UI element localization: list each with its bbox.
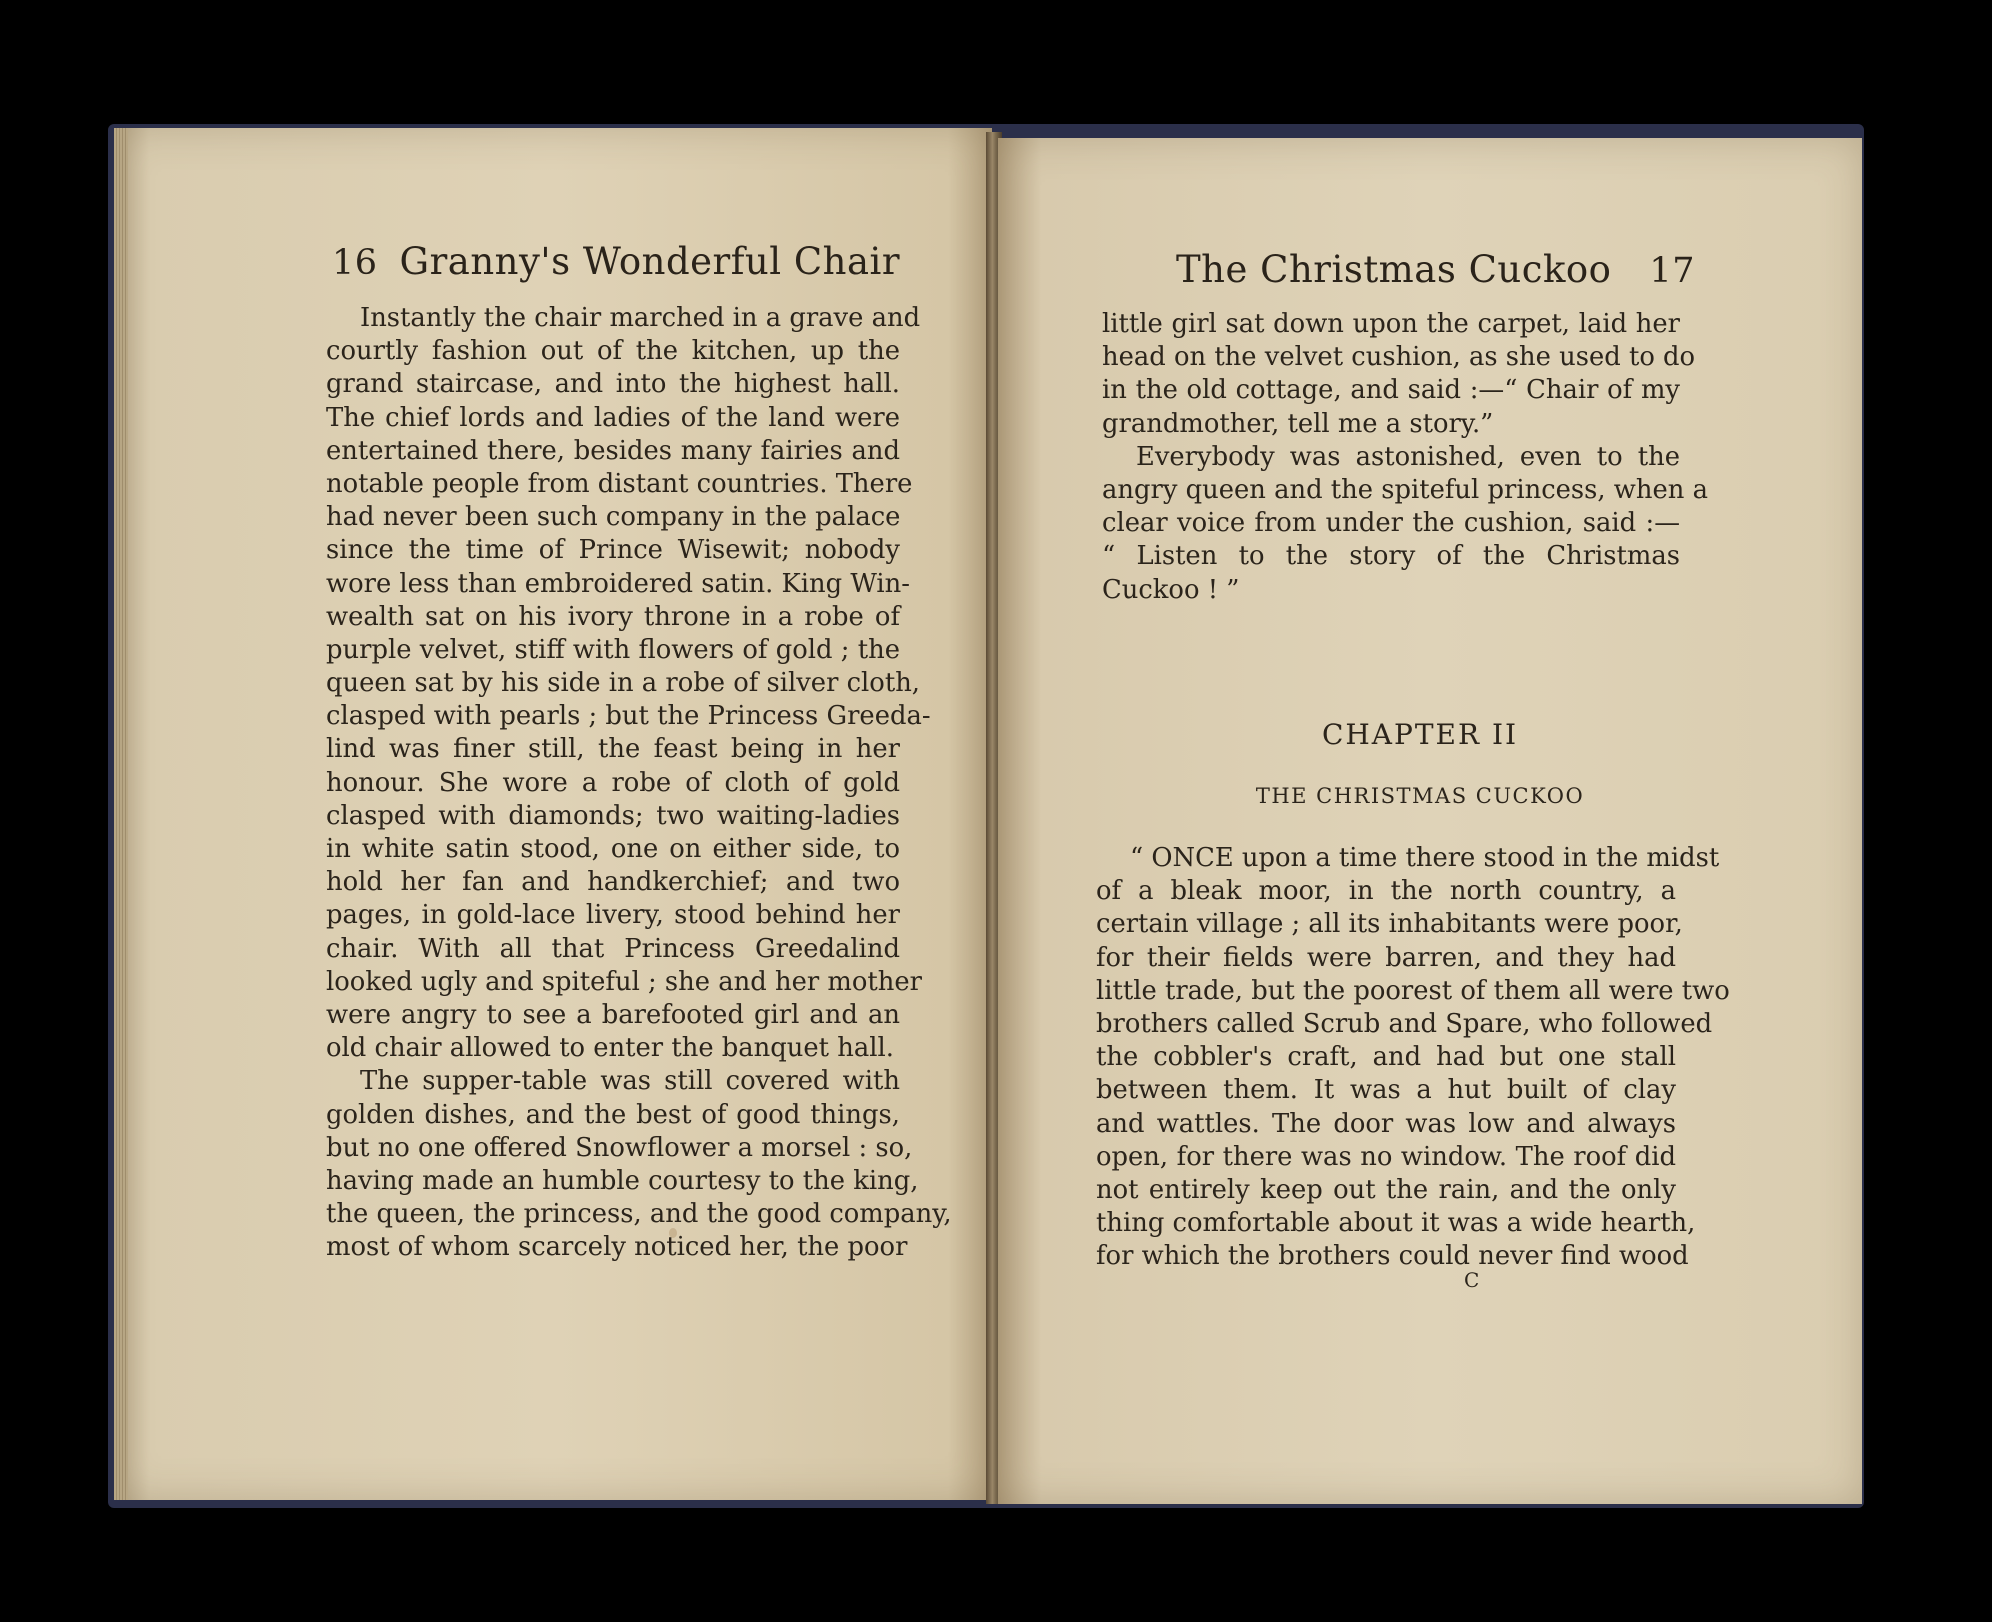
chapter-title: THE CHRISTMAS CUCKOO <box>1255 784 1585 808</box>
text-line: notable people from distant countries. There <box>326 468 913 499</box>
text-line: and wattles. The door was low and always <box>1096 1108 1676 1139</box>
chapter-heading: CHAPTER II <box>1321 718 1519 751</box>
foxing-spot <box>669 1228 677 1238</box>
text-line: “ Listen to the story of the Christmas <box>1102 541 1680 572</box>
open-book <box>108 124 1864 1508</box>
left-body-text <box>326 302 952 1264</box>
text-line: brothers called Scrub and Spare, who followed <box>1096 1008 1713 1039</box>
text-line: chair. With all that Princess Greedalind <box>326 933 900 964</box>
text-line: purple velvet, stiff with flowers of gold ; the <box>326 634 900 665</box>
text-line: looked ugly and spiteful ; she and her mother <box>326 966 922 997</box>
left-running-title: Granny's Wonderful Chair <box>399 240 901 283</box>
right-running-title: The Christmas Cuckoo <box>1176 248 1612 291</box>
text-line: Instantly the chair marched in a grave and <box>360 303 921 333</box>
text-line: little girl sat down upon the carpet, laid her <box>1102 309 1680 339</box>
text-line: open, for there was no window. The roof did <box>1096 1141 1676 1172</box>
text-line: but no one offered Snowflower a morsel : so, <box>326 1132 913 1163</box>
text-line: since the time of Prince Wisewit; nobody <box>326 535 900 566</box>
text-line: grand staircase, and into the highest hall. <box>326 369 900 400</box>
text-line: entertained there, besides many fairies and <box>326 435 900 466</box>
text-line: certain village ; all its inhabitants were poor, <box>1096 909 1683 940</box>
right-body-text-bottom <box>1096 842 1730 1273</box>
text-line: The supper-table was still covered with <box>360 1066 900 1097</box>
signature-mark: C <box>1464 1268 1480 1292</box>
left-page <box>114 128 992 1500</box>
text-line: thing comfortable about it was a wide hearth, <box>1096 1208 1696 1239</box>
text-line: had never been such company in the palace <box>326 502 901 533</box>
left-running-head <box>332 240 900 283</box>
text-line: courtly fashion out of the kitchen, up the <box>326 336 900 367</box>
text-line: having made an humble courtesy to the king, <box>326 1165 919 1196</box>
text-line: queen sat by his side in a robe of silver cloth, <box>326 668 921 699</box>
page-edges <box>114 128 128 1500</box>
text-line: the queen, the princess, and the good company, <box>326 1199 952 1230</box>
right-page <box>998 138 1862 1504</box>
text-line: clasped with diamonds; two waiting-ladies <box>326 800 900 831</box>
right-body-text-top <box>1102 308 1708 607</box>
text-line: Cuckoo ! ” <box>1102 574 1240 605</box>
text-line: little trade, but the poorest of them all were two <box>1096 975 1730 1006</box>
text-line: hold her fan and handkerchief; and two <box>326 867 900 898</box>
text-line: clasped with pearls ; but the Princess Greeda- <box>326 701 931 732</box>
text-line: angry queen and the spiteful princess, when a <box>1102 474 1708 505</box>
text-line: clear voice from under the cushion, said :— <box>1102 508 1680 539</box>
text-line: pages, in gold-lace livery, stood behind her <box>326 900 900 931</box>
text-line: for which the brothers could never find wood <box>1096 1241 1689 1272</box>
text-line: honour. She wore a robe of cloth of gold <box>326 767 900 798</box>
text-line: between them. It was a hut built of clay <box>1096 1075 1676 1106</box>
text-line: old chair allowed to enter the banquet hall. <box>326 1033 894 1064</box>
text-line: of a bleak moor, in the north country, a <box>1096 876 1676 907</box>
text-line: head on the velvet cushion, as she used to do <box>1102 342 1696 373</box>
text-line: grandmother, tell me a story.” <box>1102 408 1494 439</box>
text-line: the cobbler's craft, and had but one stall <box>1096 1042 1676 1073</box>
text-line: wore less than embroidered satin. King Win- <box>326 568 910 599</box>
page-number-left: 16 <box>332 243 378 283</box>
text-line: for their fields were barren, and they had <box>1096 942 1676 973</box>
text-line: in the old cottage, and said :—“ Chair of my <box>1102 375 1680 406</box>
text-line: were angry to see a barefooted girl and an <box>326 999 900 1030</box>
text-line: lind was finer still, the feast being in her <box>326 734 900 765</box>
text-line: “ ONCE upon a time there stood in the midst <box>1130 843 1720 873</box>
text-line: golden dishes, and the best of good things, <box>326 1099 900 1130</box>
text-line: not entirely keep out the rain, and the only <box>1096 1174 1676 1205</box>
text-line: wealth sat on his ivory throne in a robe of <box>326 601 900 632</box>
text-line: Everybody was astonished, even to the <box>1136 441 1680 472</box>
page-number-right: 17 <box>1649 251 1695 291</box>
text-line: The chief lords and ladies of the land were <box>326 402 900 433</box>
text-line: most of whom scarcely noticed her, the poor <box>326 1232 908 1263</box>
right-running-head <box>1176 248 1695 291</box>
text-line: in white satin stood, one on either side, to <box>326 834 900 864</box>
